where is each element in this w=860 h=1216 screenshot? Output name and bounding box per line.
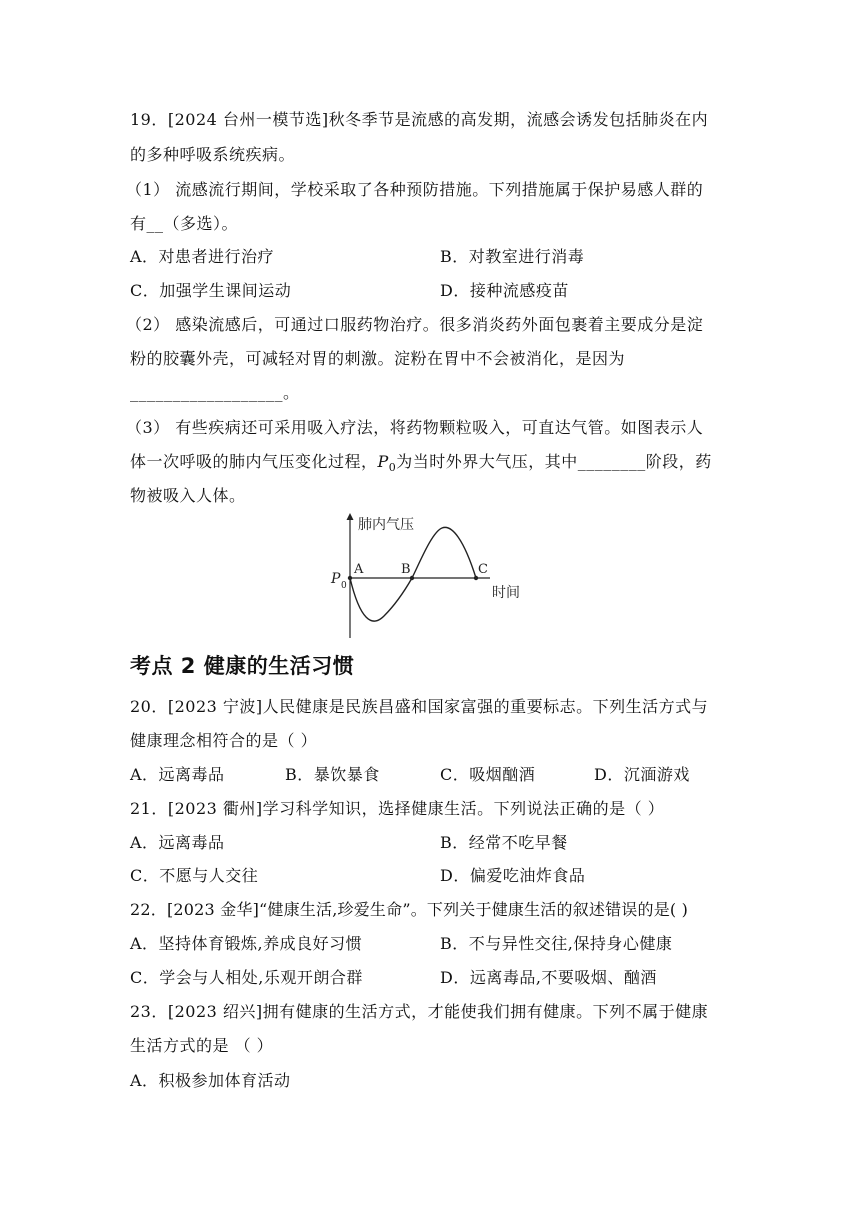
q19-part3-line-2	[130, 452, 712, 478]
q23-line-1: 23．[2023 绍兴]拥有健康的生活方式，才能使我们拥有健康。下列不属于健康	[130, 1002, 709, 1021]
q22-option-a: A．坚持体育锻炼,养成良好习惯	[130, 934, 363, 953]
q21-option-c: C．不愿与人交往	[130, 866, 259, 885]
y-axis-arrow	[347, 513, 354, 520]
q20-line-2: 健康理念相符合的是（ ）	[130, 731, 318, 750]
q19-part2-line-1: （2） 感染流感后，可通过口服药物治疗。很多消炎药外面包裹着主要成分是淀	[126, 315, 704, 334]
q19-part1-line-1: （1） 流感流行期间，学校采取了各种预防措施。下列措施属于保护易感人群的	[126, 180, 704, 199]
point-a-dot	[348, 576, 352, 580]
q22-line-1: 22．[2023 金华]“健康生活,珍爱生命”。下列关于健康生活的叙述错误的是( )	[130, 900, 689, 919]
point-c-label: C	[478, 562, 488, 577]
lung-pressure-graph	[326, 510, 536, 640]
section-heading: 考点 2 健康的生活习惯	[130, 654, 355, 678]
q19-part2-answer-blank: __________________。	[130, 383, 300, 402]
q19-part3-line-1: （3） 有些疾病还可采用吸入疗法，将药物颗粒吸入，可直达气管。如图表示人	[126, 418, 704, 437]
q19-part2-line-2: 粉的胶囊外壳，可减轻对胃的刺激。淀粉在胃中不会被消化，是因为	[130, 349, 626, 368]
q19-option-b: B．对教室进行消毒	[440, 247, 585, 266]
q22-option-d: D．远离毒品,不要吸烟、酗酒	[440, 968, 657, 987]
q19-option-a: A．对患者进行治疗	[130, 247, 275, 266]
q19-part3-line-3: 物被吸入人体。	[130, 486, 246, 505]
q20-line-1: 20．[2023 宁波]人民健康是民族昌盛和国家富强的重要标志。下列生活方式与	[130, 697, 709, 716]
q21-option-b: B．经常不吃早餐	[440, 833, 568, 852]
point-b-label: B	[401, 562, 411, 577]
q19-part3-line-2-pre: 体一次呼吸的肺内气压变化过程，	[130, 452, 378, 471]
q21-line-1: 21．[2023 衢州]学习科学知识，选择健康生活。下列说法正确的是（ ）	[130, 799, 665, 818]
q20-option-b: B．暴饮暴食	[285, 765, 380, 784]
q21-option-a: A．远离毒品	[130, 833, 225, 852]
q22-option-b: B．不与异性交往,保持身心健康	[440, 934, 673, 953]
q19-part1-line-2: 有__（多选）。	[130, 214, 239, 233]
p0-symbol: P	[377, 452, 389, 471]
q23-line-2: 生活方式的是 （ ）	[130, 1036, 274, 1055]
q21-option-d: D．偏爱吃油炸食品	[440, 866, 586, 885]
q23-option-a: A．积极参加体育活动	[130, 1071, 291, 1090]
q19-option-d: D．接种流感疫苗	[440, 281, 569, 300]
q20-option-c: C．吸烟酗酒	[440, 765, 536, 784]
q20-option-d: D．沉湎游戏	[594, 765, 690, 784]
q20-option-a: A．远离毒品	[130, 765, 225, 784]
q19-stem-line-1: 19．[2024 台州一模节选]秋冬季节是流感的高发期，流感会诱发包括肺炎在内	[130, 110, 709, 129]
origin-p-label: P	[331, 571, 341, 587]
x-axis-label: 时间	[492, 585, 520, 601]
q22-option-c: C．学会与人相处,乐观开朗合群	[130, 968, 363, 987]
y-axis-label: 肺内气压	[358, 517, 414, 533]
q19-stem-line-2: 的多种呼吸系统疾病。	[130, 145, 296, 164]
point-a-label: A	[354, 562, 364, 577]
pressure-curve	[350, 527, 476, 621]
q19-option-c: C．加强学生课间运动	[130, 281, 292, 300]
q19-part3-line-2-post: 为当时外界大气压，其中________阶段，药	[396, 452, 712, 471]
origin-p-subscript: 0	[341, 581, 347, 591]
p0-subscript: 0	[388, 461, 397, 475]
